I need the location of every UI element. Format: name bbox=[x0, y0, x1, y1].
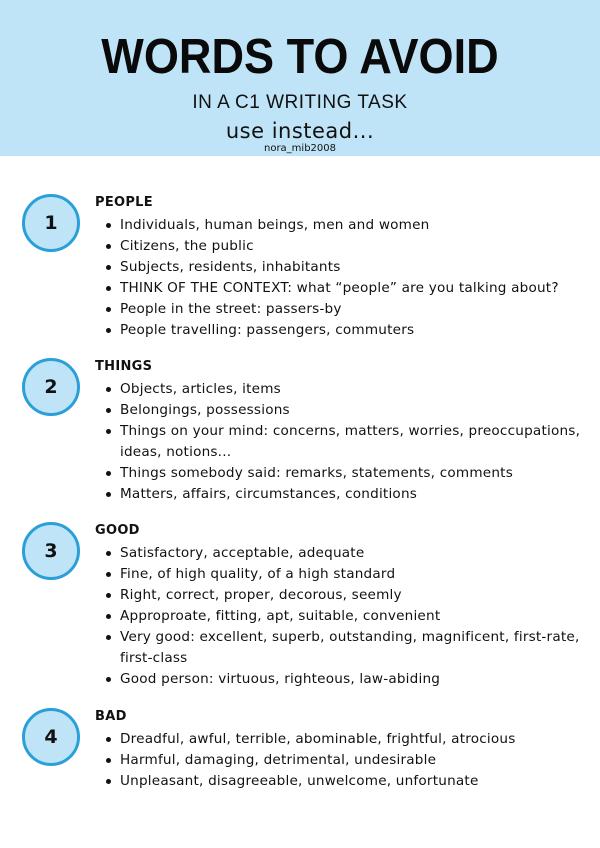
list-item: Subjects, residents, inhabitants bbox=[95, 257, 590, 278]
section-number-badge: 3 bbox=[22, 522, 80, 580]
list-item: Satisfactory, acceptable, adequate bbox=[95, 543, 590, 564]
list-item: Objects, articles, items bbox=[95, 379, 590, 400]
list-item: Individuals, human beings, men and women bbox=[95, 215, 590, 236]
word-list bbox=[95, 215, 590, 341]
list-item: Approproate, fitting, apt, suitable, convenient bbox=[95, 606, 590, 627]
list-item: THINK OF THE CONTEXT: what “people” are you talking about? bbox=[95, 278, 590, 299]
list-item: Matters, affairs, circumstances, conditions bbox=[95, 484, 590, 505]
word-list bbox=[95, 379, 590, 505]
word-list bbox=[95, 543, 590, 690]
section-good bbox=[0, 522, 600, 692]
author-handle: nora_mib2008 bbox=[263, 143, 336, 154]
page-subtitle: IN A C1 WRITING TASK bbox=[192, 92, 408, 113]
list-item: People travelling: passengers, commuters bbox=[95, 320, 590, 341]
list-item: Belongings, possessions bbox=[95, 400, 590, 421]
list-item: Citizens, the public bbox=[95, 236, 590, 257]
section-title: BAD bbox=[95, 709, 127, 724]
word-list bbox=[95, 729, 590, 792]
list-item: Dreadful, awful, terrible, abominable, frightful, atrocious bbox=[95, 729, 590, 750]
list-item: People in the street: passers-by bbox=[95, 299, 590, 320]
header-banner bbox=[0, 0, 600, 156]
section-people bbox=[0, 194, 600, 344]
list-item: Things on your mind: concerns, matters, worries, preoccupations, ideas, notions... bbox=[95, 421, 590, 463]
list-item: Harmful, damaging, detrimental, undesirable bbox=[95, 750, 590, 771]
list-item: Fine, of high quality, of a high standard bbox=[95, 564, 590, 585]
list-item: Very good: excellent, superb, outstanding, magnificent, first-rate, first-class bbox=[95, 627, 590, 669]
list-item: Good person: virtuous, righteous, law-abiding bbox=[95, 669, 590, 690]
section-things bbox=[0, 358, 600, 508]
section-title: GOOD bbox=[95, 523, 140, 538]
page-tagline: use instead... bbox=[225, 119, 375, 143]
list-item: Right, correct, proper, decorous, seemly bbox=[95, 585, 590, 606]
list-item: Things somebody said: remarks, statements, comments bbox=[95, 463, 590, 484]
section-number-badge: 1 bbox=[22, 194, 80, 252]
list-item: Unpleasant, disagreeable, unwelcome, unfortunate bbox=[95, 771, 590, 792]
section-title: PEOPLE bbox=[95, 195, 153, 210]
section-number-badge: 4 bbox=[22, 708, 80, 766]
section-bad bbox=[0, 708, 600, 798]
section-number-badge: 2 bbox=[22, 358, 80, 416]
page-title: WORDS TO AVOID bbox=[101, 30, 499, 84]
section-title: THINGS bbox=[95, 359, 153, 374]
